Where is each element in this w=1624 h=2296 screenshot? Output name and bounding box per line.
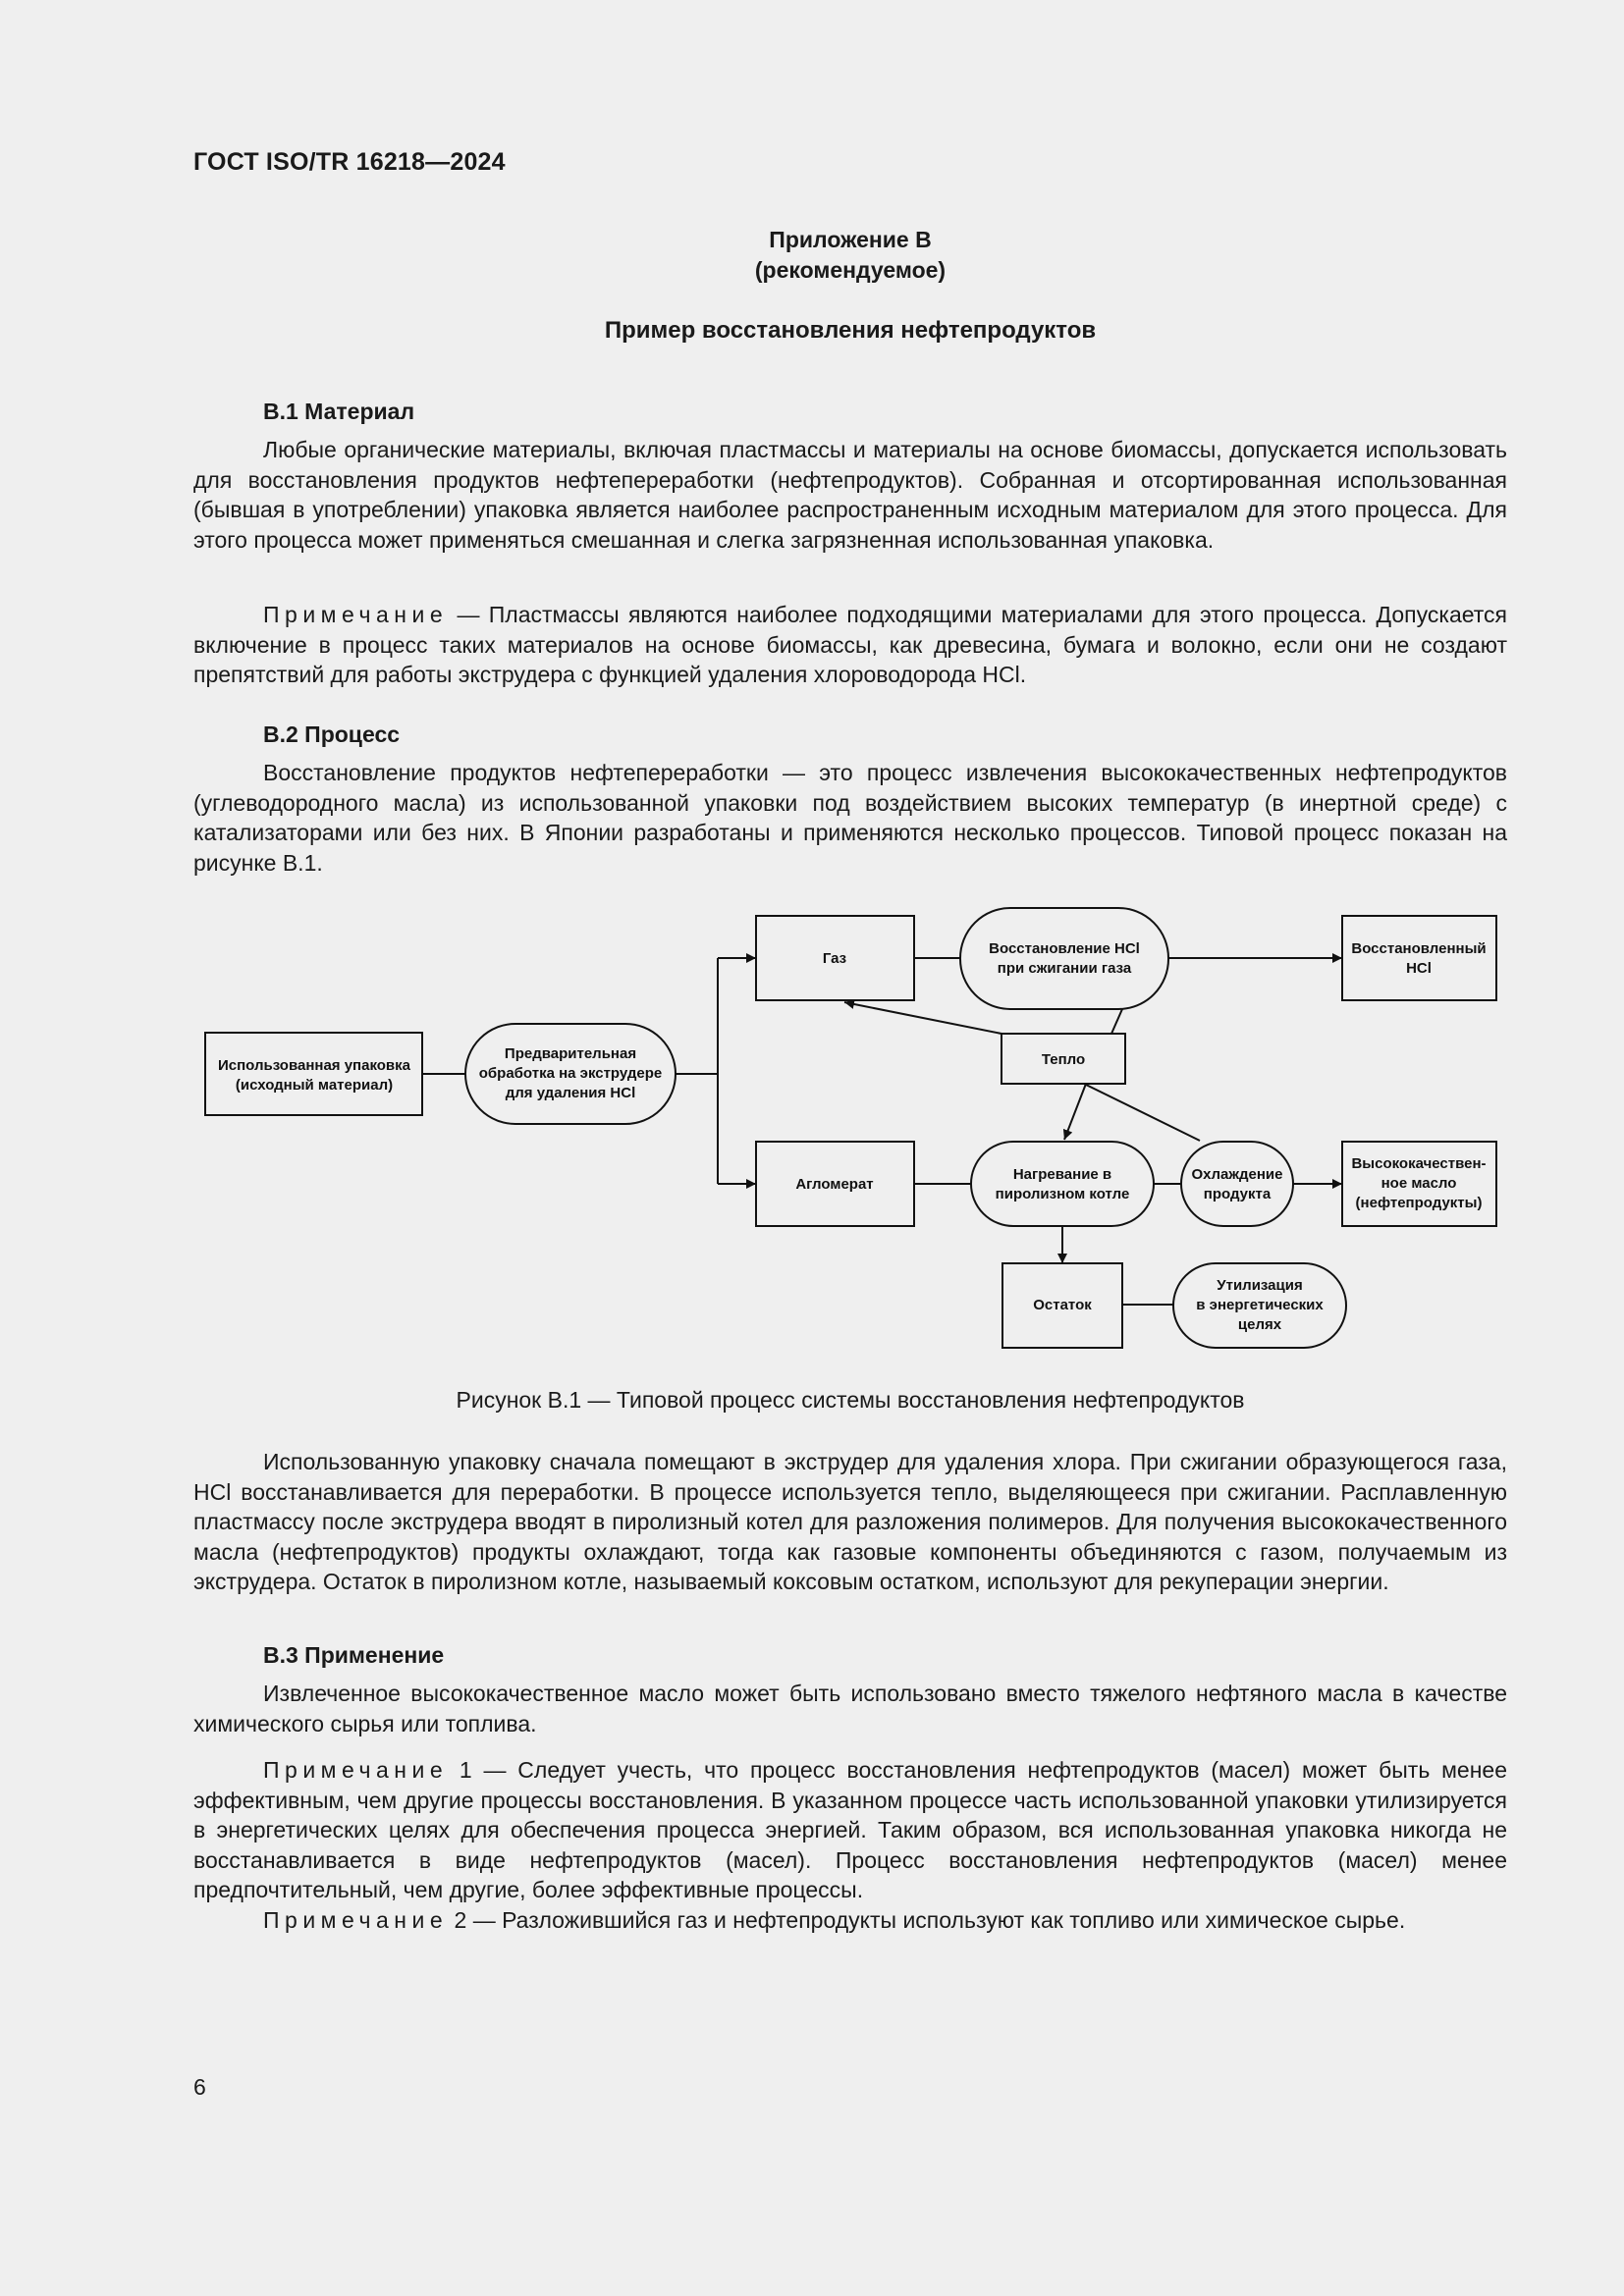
connector-heat-cooling — [1084, 1084, 1200, 1141]
paragraph-b1-1: Любые органические материалы, включая пластмассы и материалы на основе биомассы, допускается использовать для восстановления продуктов нефтепереработки (нефтепродуктов). Собранная и отсортированная использованная (бывшая в употреблении) упаковка является наиболее распространенным исходным материалом для этого процесса. Для этого процесса может применяться смешанная и слегка загрязненная использованная упаковка. — [193, 437, 1507, 553]
label-recovered-hcl-1: Восстановленный — [1351, 940, 1487, 957]
page-number: 6 — [193, 2074, 206, 2100]
node-cooling — [1181, 1142, 1293, 1226]
label-agglomerate: Агломерат — [795, 1176, 874, 1193]
note-label: Примечание — [263, 1757, 449, 1783]
arrow-heat-to-gas — [844, 1002, 1001, 1034]
annex-label: Приложение B — [769, 227, 932, 252]
label-quality-oil-3: (нефтепродукты) — [1355, 1195, 1483, 1211]
paragraph-b2-2: Использованную упаковку сначала помещают в экструдер для удаления хлора. При сжигании образующегося газа, HCl восстанавливается для переработки. В процессе используется тепло, выделяющееся при сжигании. Расплавленную пластмассу после экструдера вводят в пиролизный котел для разложения полимеров. Для получения высококачественного масла (нефтепродуктов) продукты охлаждают, тогда как газовые компоненты объединяются с газом, получаемым из экструдера. Остаток в пиролизном котле, называемый коксовым остатком, используют для рекуперации энергии. — [193, 1449, 1507, 1594]
connector-hcl-heat — [1111, 1009, 1122, 1034]
label-energy-use-2: в энергетических — [1196, 1297, 1324, 1313]
section-heading-b2: B.2 Процесс — [263, 721, 401, 747]
label-hcl-recovery-2: при сжигании газа — [997, 960, 1132, 977]
annex-status: (рекомендуемое) — [754, 257, 947, 283]
label-residue: Остаток — [1033, 1297, 1092, 1313]
label-quality-oil-1: Высококачествен- — [1351, 1155, 1487, 1172]
label-cooling-2: продукта — [1203, 1186, 1272, 1202]
label-pretreatment-1: Предварительная — [504, 1045, 637, 1062]
node-pyrolysis — [971, 1142, 1154, 1226]
label-heat: Тепло — [1041, 1051, 1086, 1068]
label-used-packaging-2: (исходный материал) — [235, 1077, 394, 1094]
label-cooling-1: Охлаждение — [1191, 1166, 1283, 1183]
label-pretreatment-3: для удаления HCl — [505, 1085, 636, 1101]
label-energy-use-1: Утилизация — [1217, 1277, 1303, 1294]
node-recovered-hcl — [1342, 916, 1496, 1000]
note-text: 2 — Разложившийся газ и нефтепродукты используют как топливо или химическое сырье. — [448, 1907, 1406, 1933]
note-label: Примечание — [263, 602, 449, 627]
label-pyrolysis-1: Нагревание в — [1012, 1166, 1112, 1183]
node-used-packaging — [205, 1033, 422, 1115]
note-b3-1 — [193, 1755, 1507, 1905]
section-heading-b3: B.3 Применение — [263, 1642, 445, 1668]
label-used-packaging-1: Использованная упаковка — [217, 1057, 411, 1074]
note-b3-2 — [193, 1905, 1507, 1936]
paragraph-b2-1: Восстановление продуктов нефтепереработки — это процесс извлечения высококачественных нефтепродуктов (углеводородного масла) из использованной упаковки под воздействием высоких температур (в инертной среде) с катализаторами или без них. В Японии разработаны и применяются несколько процессов. Типовой процесс показан на рисунке B.1. — [193, 760, 1507, 876]
arrow-heat-to-pyrolysis — [1064, 1084, 1086, 1140]
label-gas: Газ — [822, 950, 847, 967]
note-text: — Пластмассы являются наиболее подходящими материалами для этого процесса. Допускается включение в процесс таких материалов на основе биомассы, как древесина, бумага и волокно, если они не создают препятствий для работы экструдера с функцией удаления хлороводорода HCl. — [193, 602, 1507, 687]
note-text: 1 — Следует учесть, что процесс восстановления нефтепродуктов (масел) может быть менее эффективным, чем другие процессы восстановления. В указанном процессе часть использованной упаковки утилизируется в энергетических целях для обеспечения процесса энергией. Таким образом, вся использованная упаковка никогда не восстанавливается в виде нефтепродуктов (масел). Процесс восстановления нефтепродуктов (масел) менее предпочтительный, чем другие, более эффективные процессы. — [193, 1757, 1507, 1902]
paragraph-b3-1: Извлеченное высококачественное масло может быть использовано вместо тяжелого нефтяного масла в качестве химического сырья или топлива. — [193, 1681, 1507, 1736]
label-energy-use-3: целях — [1237, 1316, 1282, 1333]
section-heading-b1: B.1 Материал — [263, 399, 415, 424]
figure-caption: Рисунок B.1 — Типовой процесс системы восстановления нефтепродуктов — [456, 1387, 1245, 1413]
label-quality-oil-2: ное масло — [1380, 1175, 1457, 1192]
standard-header: ГОСТ ISO/TR 16218—2024 — [193, 148, 506, 176]
label-pretreatment-2: обработка на экструдере — [478, 1065, 663, 1082]
label-recovered-hcl-2: HCl — [1406, 960, 1432, 977]
node-hcl-recovery — [960, 908, 1168, 1009]
note-label: Примечание — [263, 1907, 449, 1933]
annex-title: Пример восстановления нефтепродуктов — [604, 317, 1097, 344]
label-hcl-recovery-1: Восстановление HCl — [989, 940, 1140, 957]
label-pyrolysis-2: пиролизном котле — [995, 1186, 1130, 1202]
